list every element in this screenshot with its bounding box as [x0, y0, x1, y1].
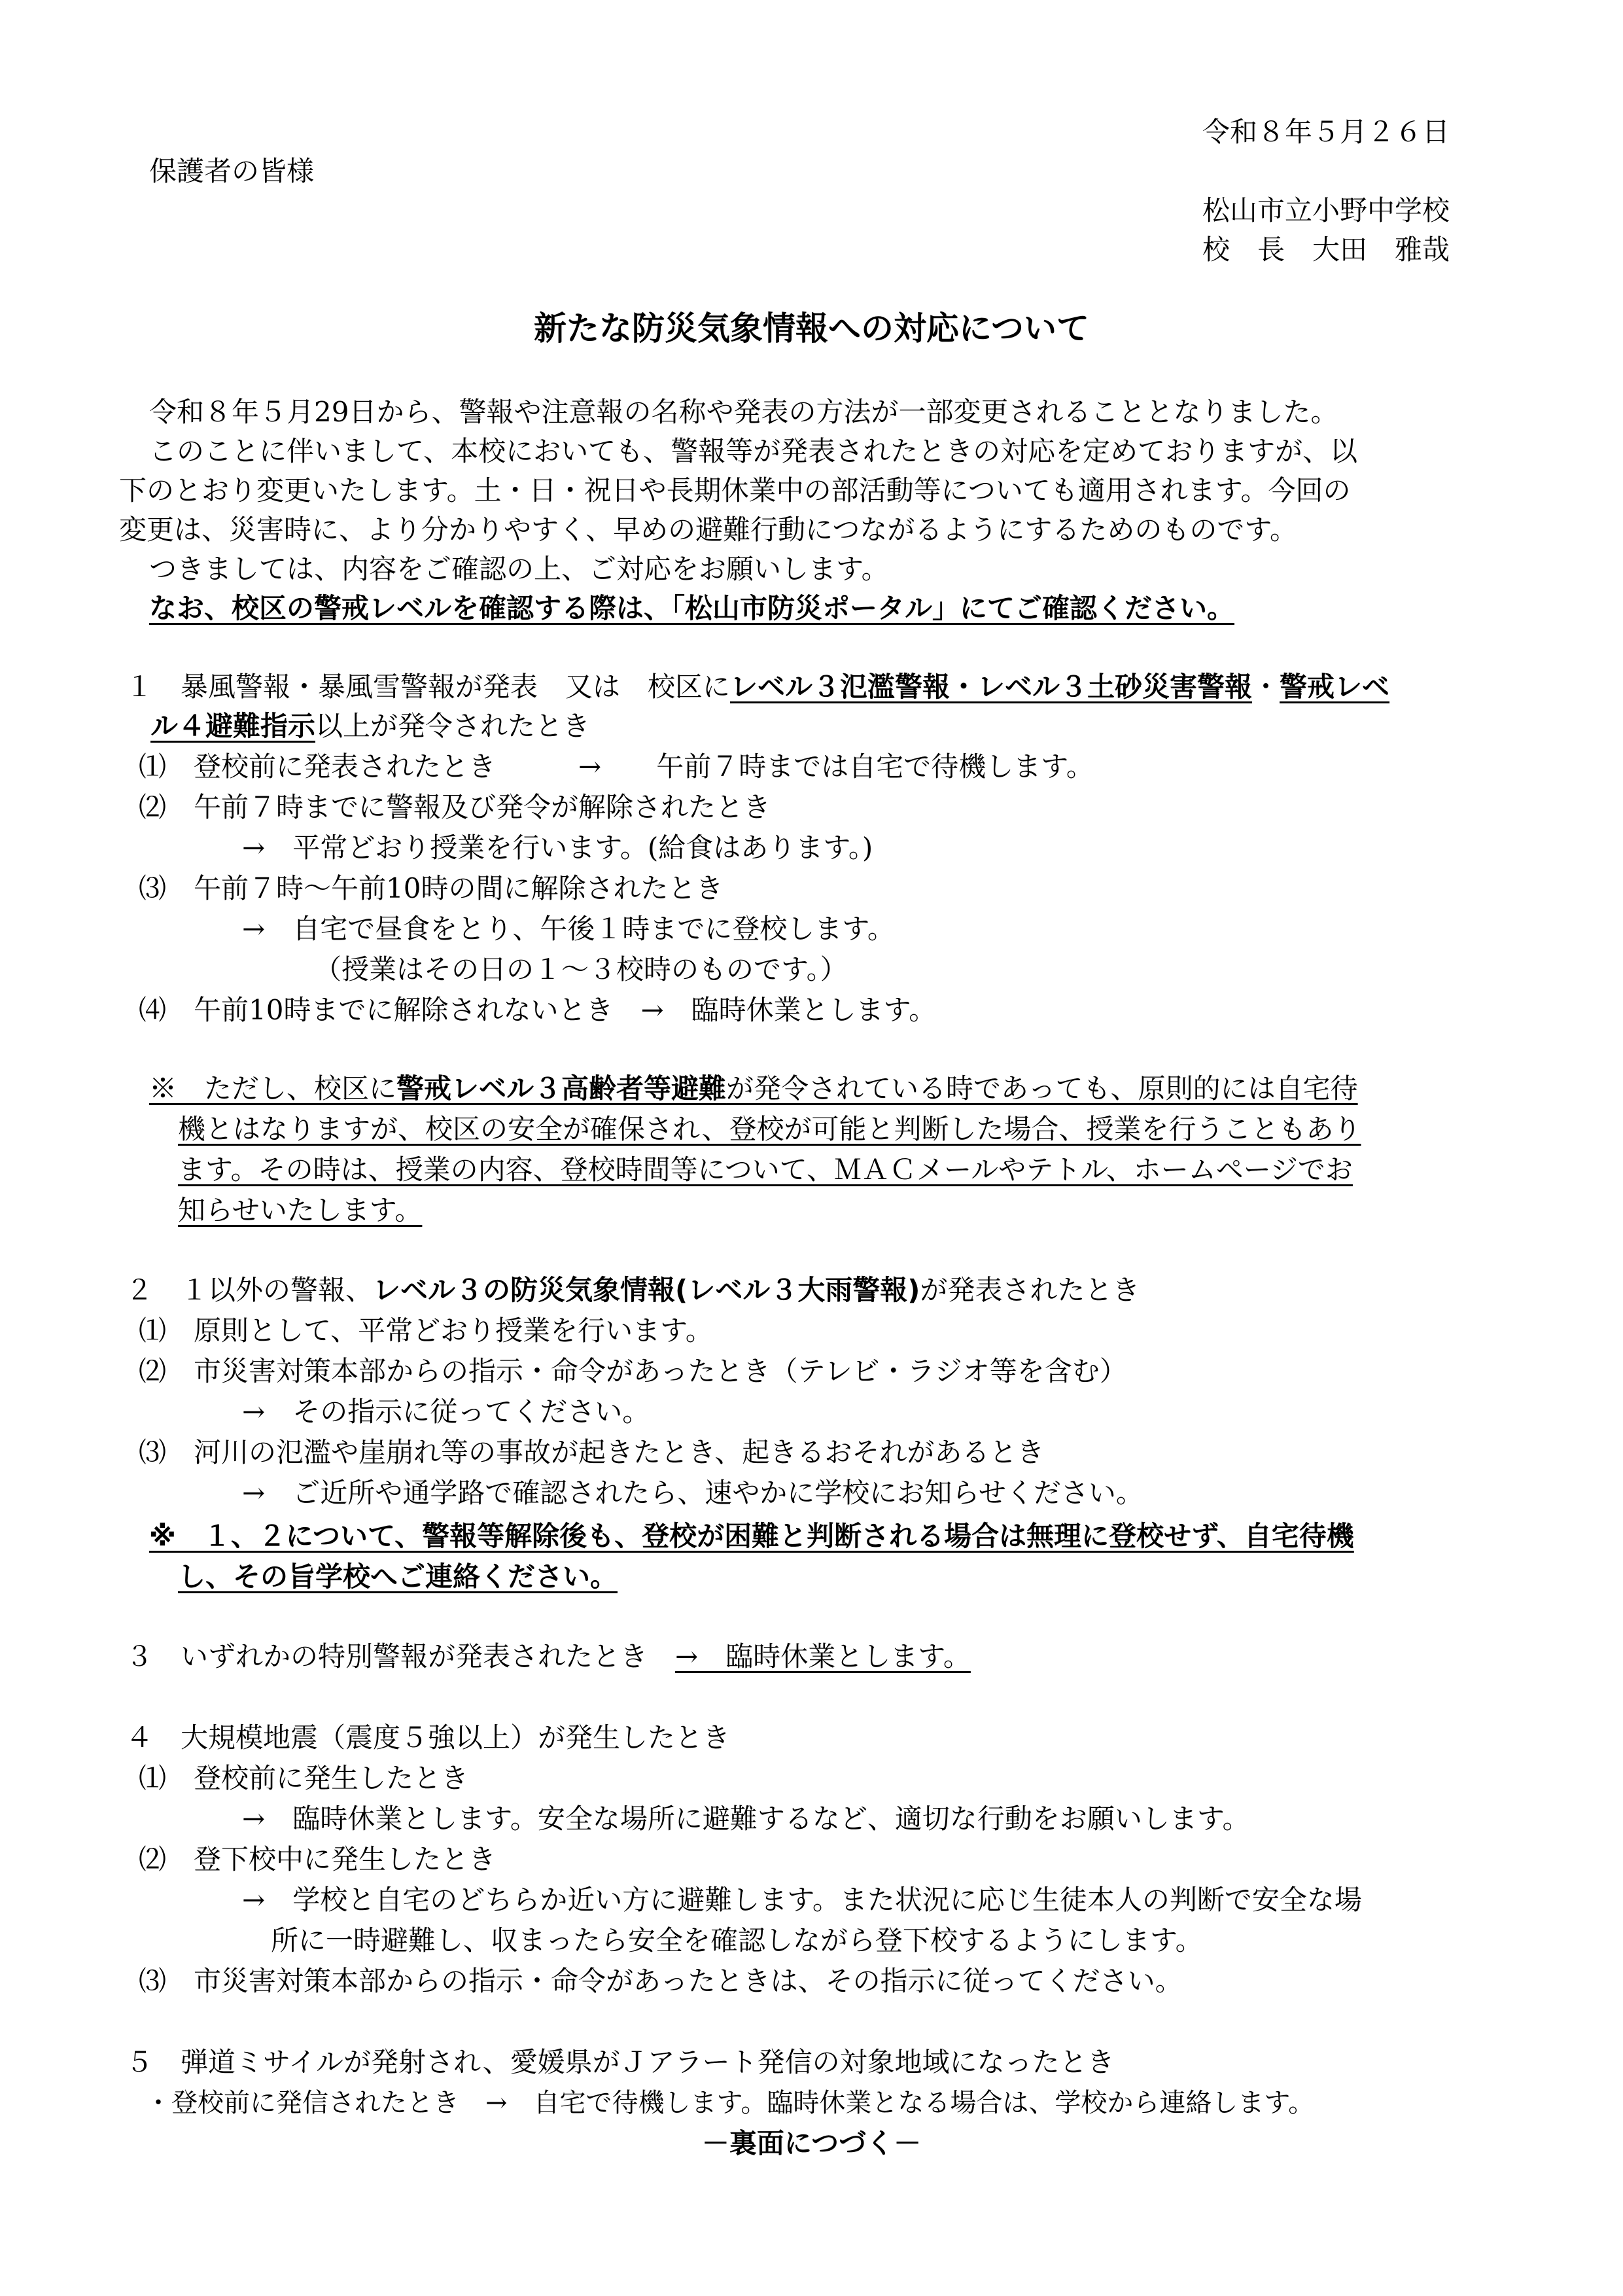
section-4-item-3: ⑶ 市災害対策本部からの指示・命令があったときは、その指示に従ってください。 [139, 1965, 1183, 1997]
section-1-item-2: ⑵ 午前７時までに警報及び発令が解除されたとき [139, 791, 771, 823]
document-date: 令和８年５月２６日 [1202, 116, 1450, 148]
section-4-heading: ４ 大規模地震（震度５強以上）が発生したとき [126, 1722, 731, 1754]
section-3-result: → 臨時休業とします。 [675, 1640, 971, 1672]
section-4-item-1-result: → 臨時休業とします。安全な場所に避難するなど、適切な行動をお願いします。 [242, 1803, 1250, 1835]
section-5-item-1: ・登校前に発信されたとき → 自宅で待機します。臨時休業となる場合は、学校から連絡します。 [145, 2088, 1315, 2118]
intro-paragraph-2-line-2: 下のとおり変更いたします。土・日・祝日や長期休業中の部活動等についても適用されます。今回の [119, 474, 1351, 506]
section-3-heading-text: ３ いずれかの特別警報が発表されたとき [126, 1640, 676, 1672]
school-name: 松山市立小野中学校 [1202, 194, 1450, 226]
addressee: 保護者の皆様 [149, 155, 315, 187]
intro-notice: なお、校区の警戒レベルを確認する際は、「松山市防災ポータル」にてご確認ください。 [149, 592, 1235, 624]
section-1-heading-level4: 警戒レベ [1280, 671, 1390, 703]
section-1-item-1: ⑴ 登校前に発表されたとき → 午前７時までは自宅で待機します。 [139, 751, 1094, 783]
section-2-caution-line-2: し、その旨学校へご連絡ください。 [178, 1561, 618, 1593]
section-2-heading-level3: レベル３の防災気象情報(レベル３大雨警報) [373, 1274, 920, 1306]
page-title: 新たな防災気象情報への対応について [534, 309, 1089, 347]
continued-on-back: －裏面につづく－ [701, 2127, 922, 2159]
section-1-item-3: ⑶ 午前７時～午前10時の間に解除されたとき [139, 872, 724, 904]
section-1-caution-line-4: 知らせいたします。 [178, 1194, 423, 1226]
section-2-heading-a: ２ １以外の警報、 [126, 1274, 374, 1306]
section-1-caution-a: ※ ただし、校区に [149, 1072, 397, 1104]
section-4-item-2-result-cont: 所に一時避難し、収まったら安全を確認しながら登下校するようにします。 [271, 1924, 1203, 1956]
section-1-item-3-note: （授業はその日の１～３校時のものです。） [314, 953, 848, 985]
intro-paragraph-2-line-1: このことに伴いまして、本校においても、警報等が発表されたときの対応を定めておりますが、以 [149, 435, 1358, 467]
principal-name: 校 長 大田 雅哉 [1202, 234, 1450, 266]
intro-paragraph-3: つきましては、内容をご確認の上、ご対応をお願いします。 [149, 553, 889, 585]
section-2-item-3: ⑶ 河川の氾濫や崖崩れ等の事故が起きたとき、起きるおそれがあるとき [139, 1436, 1045, 1468]
section-2-item-2: ⑵ 市災害対策本部からの指示・命令があったとき（テレビ・ラジオ等を含む） [139, 1355, 1127, 1387]
section-1-caution-line-1 [149, 1068, 1358, 1110]
section-1-item-4: ⑷ 午前10時までに解除されないとき → 臨時休業とします。 [139, 994, 937, 1026]
section-2-heading-c: が発表されたとき [920, 1274, 1140, 1306]
section-2-caution-line-1: ※ １、２について、警報等解除後も、登校が困難と判断される場合は無理に登校せず、自宅待機 [149, 1520, 1354, 1552]
section-1-caution-c: が発令されている時であっても、原則的には自宅待 [726, 1072, 1358, 1104]
section-1-caution-line-3: ます。その時は、授業の内容、登校時間等について、ＭＡＣメールやテトル、ホームページでお [178, 1154, 1353, 1186]
intro-paragraph-1: 令和８年５月29日から、警報や注意報の名称や発表の方法が一部変更されることとなりました。 [149, 396, 1338, 428]
section-1-heading-dot: ・ [1252, 671, 1280, 703]
section-1-item-3-result: → 自宅で昼食をとり、午後１時までに登校します。 [242, 913, 895, 945]
section-1-item-2-result: → 平常どおり授業を行います。(給食はあります。) [242, 832, 873, 864]
section-1-heading-tail: 以上が発令されたとき [315, 710, 591, 742]
section-3-heading [126, 1636, 971, 1678]
section-4-item-2: ⑵ 登下校中に発生したとき [139, 1843, 497, 1875]
section-2-item-2-result: → その指示に従ってください。 [242, 1396, 650, 1428]
section-4-item-2-result: → 学校と自宅のどちらか近い方に避難します。また状況に応じ生徒本人の判断で安全な場 [242, 1884, 1362, 1916]
section-1-caution-line-2: 機とはなりますが、校区の安全が確保され、登校が可能と判断した場合、授業を行うこともあり [178, 1113, 1361, 1145]
section-2-item-1: ⑴ 原則として、平常どおり授業を行います。 [139, 1315, 713, 1347]
section-1-heading-level4-cont: ル４避難指示 [150, 710, 316, 742]
section-1-caution-level3: 警戒レベル３高齢者等避難 [396, 1072, 727, 1104]
section-1-heading-levels: レベル３氾濫警報・レベル３土砂災害警報 [730, 671, 1253, 703]
section-2-heading [126, 1269, 1140, 1311]
section-1-heading [126, 666, 1389, 708]
section-2-item-3-result: → ご近所や通学路で確認されたら、速やかに学校にお知らせください。 [242, 1477, 1143, 1509]
section-4-item-1: ⑴ 登校前に発生したとき [139, 1762, 469, 1794]
section-1-heading-cont [150, 705, 590, 747]
section-1-heading-a: １ 暴風警報・暴風雪警報が発表 又は 校区に [126, 671, 731, 703]
intro-paragraph-2-line-3: 変更は、災害時に、より分かりやすく、早めの避難行動につながるようにするためのものです。 [119, 514, 1297, 546]
section-5-heading: ５ 弾道ミサイルが発射され、愛媛県がＪアラート発信の対象地域になったとき [126, 2046, 1115, 2078]
